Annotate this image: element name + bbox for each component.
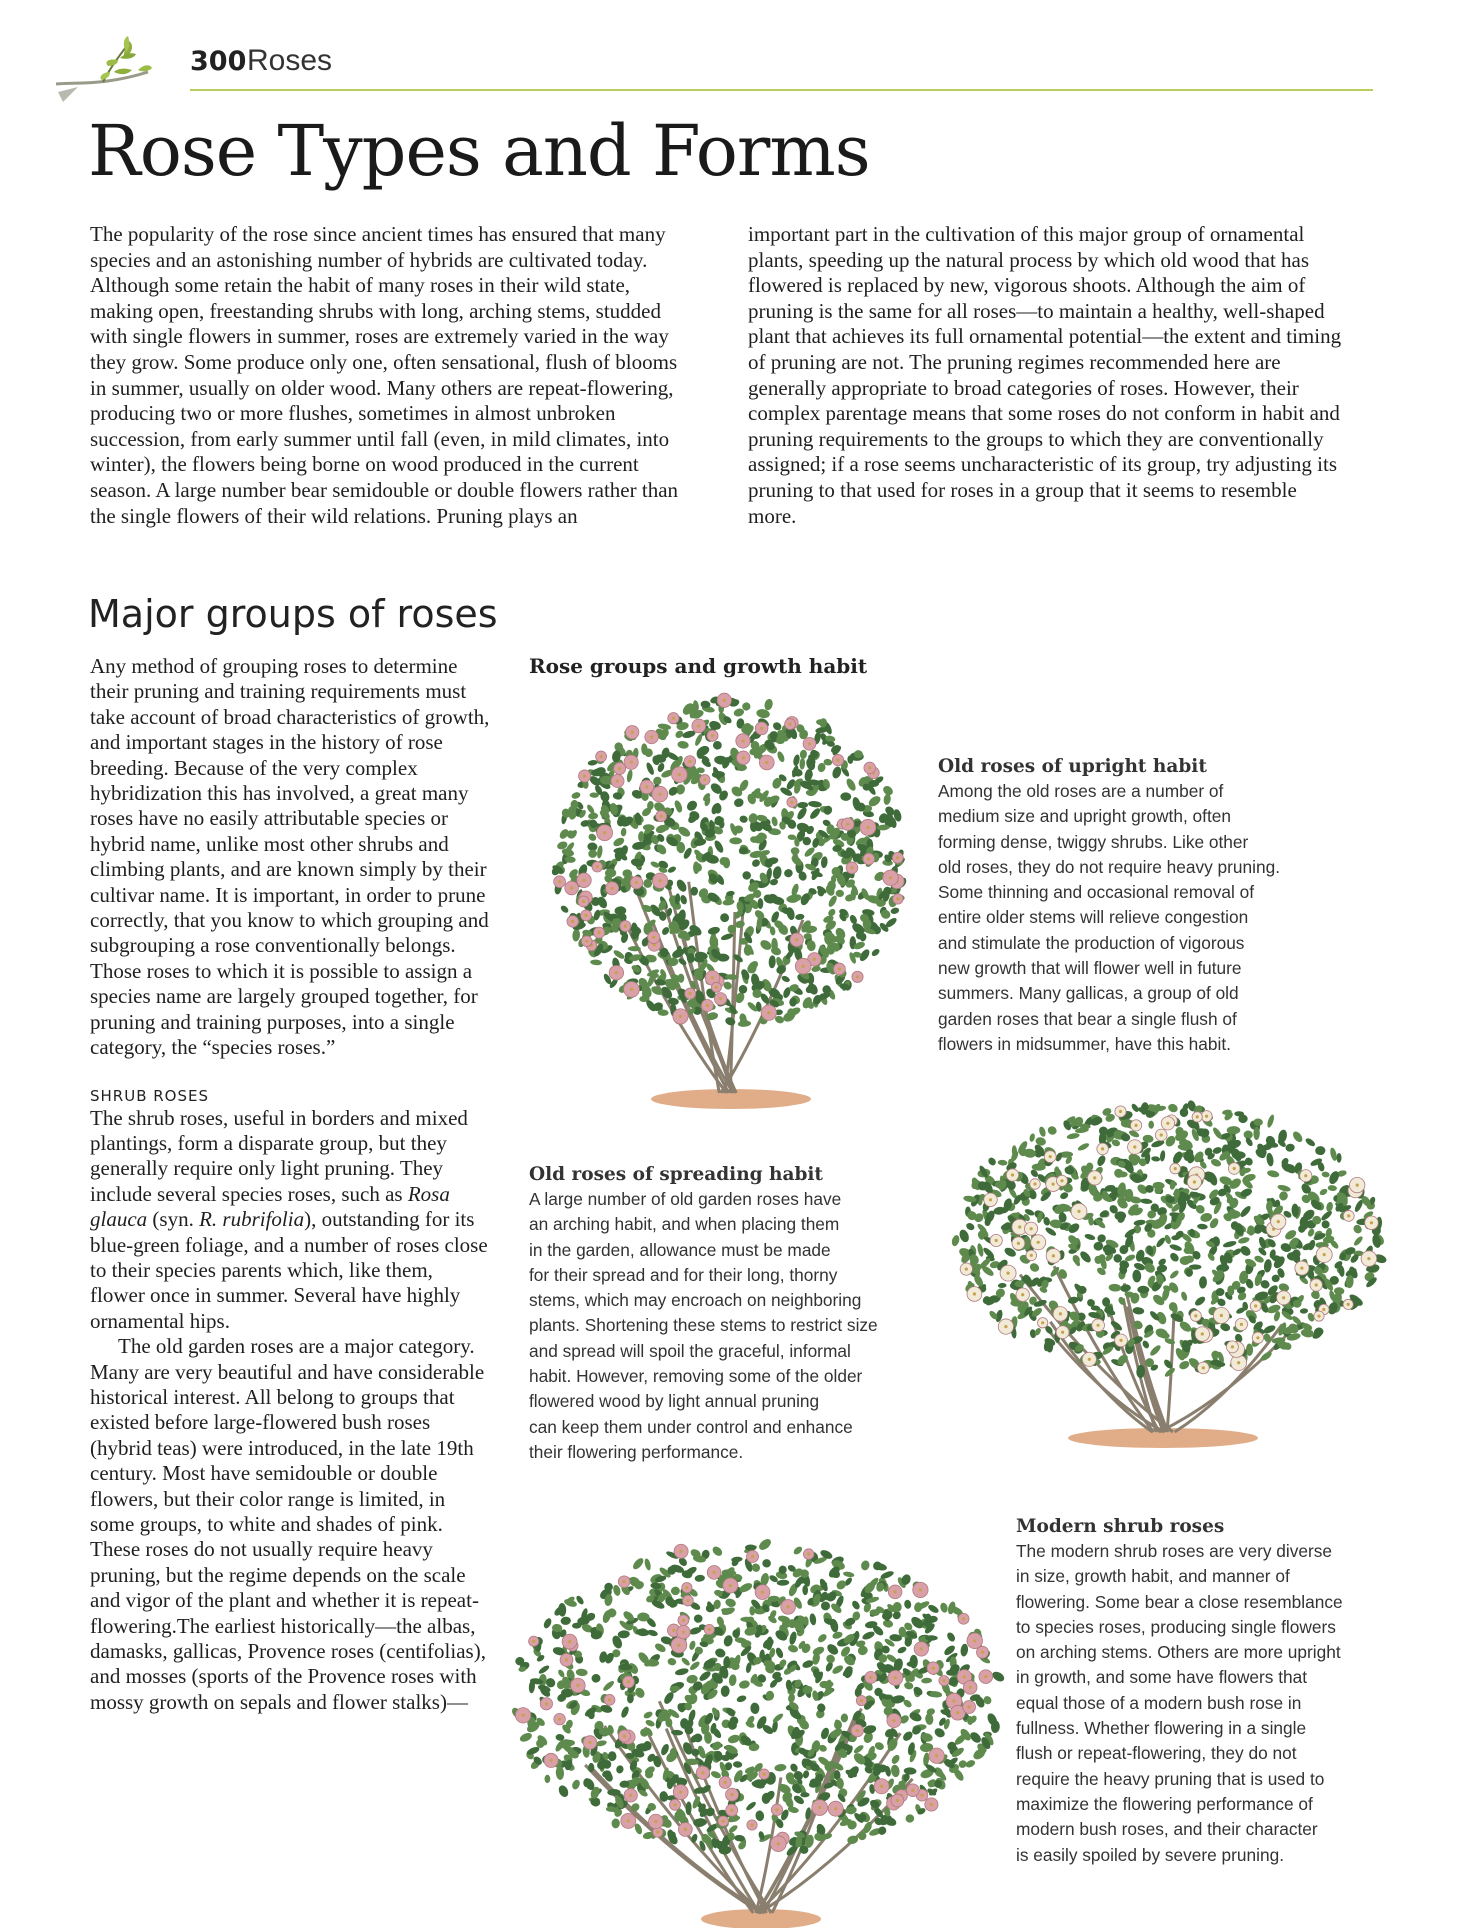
caption-modern-title: Modern shrub roses (1016, 1516, 1225, 1537)
caption-spreading-title: Old roses of spreading habit (529, 1164, 823, 1185)
major-paragraph: Any method of grouping roses to determine their pruning and training requirements must take account of broad characteristics of growth, and important stages in the history of rose breeding. Because of the very complex hybridization this has involved, a great many roses have no easily attributable species or hybrid name, unlike most other shrubs and climbing plants, and are known simply by their cultivar name. It is important, in order to prune correctly, that you know to which grouping and subgrouping a rose conventionally belongs. Those roses to which it is possible to assign a species name are largely grouped together, for pruning and training purposes, into a single category, the “species roses.” (90, 654, 490, 1060)
old-garden-paragraph: The old garden roses are a major category. Many are very beautiful and have considerable historical interest. All belong to groups that existed before large-flowered bush roses (hybrid teas) were introduced, in the late 19th century. Most have semidouble or double flowers, but their color range is limited, in some groups, to white and shades of pink. These roses do not usually require heavy pruning, but the regime depends on the scale and vigor of the plant and whether it is repeat-flowering.The earliest historically—the albas, damasks, gallicas, Provence roses (centifolias), and mosses (sports of the Provence roses with mossy growth on sepals and flower stalks)— (90, 1334, 486, 1714)
intro-text-1: The popularity of the rose since ancient times has ensured that many species and an astonishing number of hybrids are cultivated today. Although some retain the habit of many roses in their wild state, making open, freestanding shrubs with long, arching stems, studded with single flowers in summer, roses are extremely varied in the way they grow. Some produce only one, often sensational, flush of blooms in summer, usually on older wood. Many others are repeat-flowering, producing two or more flushes, sometimes in almost unbroken succession, from early summer until fall (even, in mild climates, into winter), the flowers being borne on wood produced in the current season. A large number bear semidouble or double flowers rather than the single flowers of their wild relations. Pruning plays an (90, 222, 679, 528)
section-name: Roses (247, 44, 333, 77)
header-rule (190, 89, 1373, 91)
shrub-paragraph: The shrub roses, useful in borders and mixed plantings, form a disparate group, but they generally require only light pruning. They include several species roses, such as Rosa glauca (syn. R. rubrifolia), outstanding for its blue-green foliage, and a number of roses close to their species parents which, like them, flower once in summer. Several have highly ornamental hips. (90, 1105, 488, 1333)
caption-upright-text: Among the old roses are a number of medium size and upright growth, often forming dense, twiggy shrubs. Like other old roses, they do not require heavy pruning. Some thinning and occasional removal of entire older stems will relieve congestion and stimulate the production of vigorous new growth that will flower well in future summers. Many gallicas, a group of old garden roses that bear a single flush of flowers in midsummer, have this habit. (938, 781, 1280, 1054)
shrub-roses-heading: SHRUB ROSES (90, 1086, 210, 1105)
upright-rose-illustration (546, 688, 916, 1108)
intro-column-2 (748, 222, 1350, 529)
caption-upright (938, 754, 1280, 1057)
intro-text-2: important part in the cultivation of this major group of ornamental plants, speeding up the natural process by which old wood that has flowered is replaced by new, vigorous shoots. Although the aim of pruning is the same for all roses—to maintain a healthy, well-shaped plant that achieves its full ornamental potential—the extent and timing of pruning are not. The pruning regimes recommended here are generally appropriate to broad categories of roses. However, their complex parentage means that some roses do not conform in habit and pruning requirements to the groups to which they are conventionally assigned; if a rose seems uncharacteristic of its group, try adjusting its pruning to that used for roses in a group that it seems to resemble more. (748, 222, 1342, 528)
figure-title: Rose groups and growth habit (529, 654, 868, 678)
caption-spreading-text: A large number of old garden roses have an arching habit, and when placing them in the garden, allowance must be made for their spread and for their long, thorny stems, which may encroach on neighboring plants. Shortening these stems to restrict size and spread will spoil the graceful, informal habit. However, removing some of the older flowered wood by light annual pruning can keep them under control and enhance their flowering performance. (529, 1189, 878, 1462)
intro-column-1 (90, 222, 696, 529)
caption-modern-text: The modern shrub roses are very diverse in size, growth habit, and manner of flowering. Some bear a close resemblance to species roses, producing single flowers on arching stems. Others are more upright in growth, and some have flowers that equal those of a modern bush rose in fullness. Whether flowering in a single flush or repeat-flowering, they do not require the heavy pruning that is used to maximize the flowering performance of modern bush roses, and their character is easily spoiled by severe pruning. (1016, 1541, 1343, 1865)
leafy-twig-icon (48, 32, 158, 112)
spreading-rose-illustration (948, 1094, 1388, 1454)
caption-upright-title: Old roses of upright habit (938, 756, 1207, 777)
section-heading: Major groups of roses (88, 592, 498, 636)
left-body-column (90, 654, 492, 1715)
page-number: 300 (190, 46, 247, 77)
caption-modern (1016, 1514, 1343, 1868)
modern-shrub-rose-illustration (506, 1528, 1006, 1928)
caption-spreading (529, 1162, 878, 1465)
page-title: Rose Types and Forms (88, 110, 870, 192)
